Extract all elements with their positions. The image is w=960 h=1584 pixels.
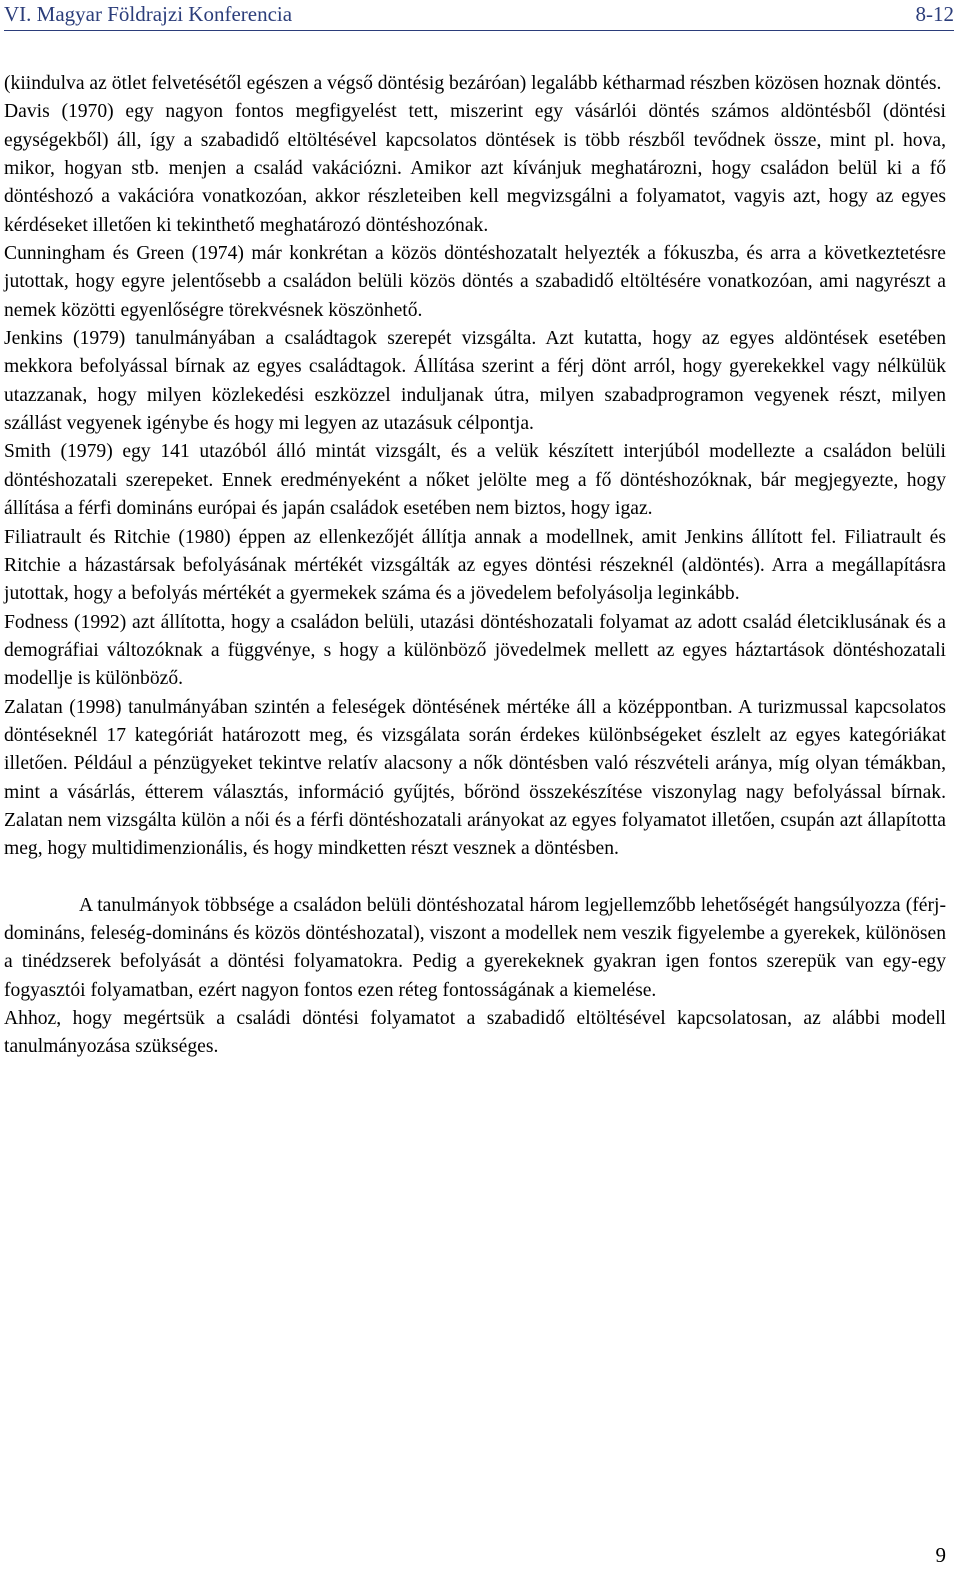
paragraph: (kiindulva az ötlet felvetésétől egészen a végső döntésig bezáróan) legalább kétharmad részben közösen hoznak döntés. <box>4 73 942 94</box>
paragraph: Zalatan (1998) tanulmányában szintén a feleségek döntésének mértéke áll a középpontban. A turizmussal kapcsolatos döntéseknél 17 kategóriát határozott meg, és vizsgálata során érdekes különbségeket észlelt az egyes kategóriákat illetően. Például a pénzügyeket tekintve relatív alacsony a nők döntésben való részvételi aránya, míg olyan témákban, mint a vásárlás, étterem választás, információ gyűjtés, bőrönd összekészítése viszonylag nagy befolyással bírnak. Zalatan nem vizsgálta külön a női és a férfi döntéshozatali arányokat az egyes folyamatot illetően, csupán azt állapította meg, hogy multidimenzionális, és hogy mindketten részt vesznek a döntésben. <box>4 696 946 860</box>
paragraph: Davis (1970) egy nagyon fontos megfigyelést tett, miszerint egy vásárlói döntés számos aldöntésből (döntési egységekből) áll, így a szabadidő eltöltésével kapcsolatos döntések is több részből tevődnek össze, mint pl. hova, mikor, hogyan stb. menjen a család vakációzni. Amikor azt kívánjuk meghatározni, hogy családon belül ki a fő döntéshozó a vakációra vonatkozóan, akkor részleteiben kell megvizsgálni a folyamatot, vagyis azt, hogy az egyes kérdéseket illetően ki tekinthető meghatározó döntéshozónak. <box>4 101 946 236</box>
header-page-range: 8-12 <box>915 2 954 26</box>
paragraph: Filiatrault és Ritchie (1980) éppen az ellenkezőjét állítja annak a modellnek, amit Jenkins állított fel. Filiatrault és Ritchie a házastársak befolyásának mértékét vizsgálták az egyes döntési részeknél (aldöntés). Arra a megállapításra jutottak, hogy a befolyás mértékét a gyermekek száma és a jövedelem befolyásolja leginkább. <box>4 526 946 605</box>
page-number: 9 <box>935 1543 946 1567</box>
running-header <box>4 0 954 31</box>
paragraph: Smith (1979) egy 141 utazóból álló mintát vizsgált, és a velük készített interjúból modellezte a családon belüli döntéshozatali szerepeket. Ennek eredményeként a nőket jelölte meg a fő döntéshozóknak, bár megjegyezte, hogy állítása a férfi domináns európai és japán családok esetében nem biztos, hogy igaz. <box>4 441 946 520</box>
paragraph: Cunningham és Green (1974) már konkrétan a közös döntéshozatalt helyezték a fókuszba, és arra a következtetésre jutottak, hogy egyre jelentősebb a családon belüli közös döntés a szabadidő eltöltésére vonatkozóan, ami nagyrészt a nemek közötti egyenlőségre törekvésnek köszönhető. <box>4 243 946 321</box>
paragraph: Fodness (1992) azt állította, hogy a családon belüli, utazási döntéshozatali folyamat az adott család életciklusának és a demográfiai változóknak a függvénye, s hogy a különböző jövedelmek mellett az egyes háztartások döntéshozatali modellje is különböző. <box>4 611 946 690</box>
paragraph: A tanulmányok többsége a családon belüli döntéshozatal három legjellemzőbb lehetőségét hangsúlyozza (férj-domináns, feleség-domináns és közös döntéshozatal), viszont a modellek nem veszik figyelembe a gyerekek, különösen a tinédzserek befolyását a döntési folyamatokra. Pedig a gyerekeknek gyakran igen fontos szerepük van egy-egy fogyasztói folyamatban, ezért nagyon fontos ezen réteg fontosságának a kiemelése. <box>4 894 946 1001</box>
body-text <box>4 70 946 1062</box>
paragraph: Jenkins (1979) tanulmányában a családtagok szerepét vizsgálta. Azt kutatta, hogy az egyes aldöntések esetében mekkora befolyással bírnak az egyes családtagok. Állítása szerint a férj dönt arról, hogy gyerekekkel vagy nélkülük utazzanak, hogy milyen közlekedési eszközzel induljanak útra, milyen szabadprogramon vegyenek részt, milyen szállást vegyenek igénybe és hogy mi legyen az utazásuk célpontja. <box>4 328 946 435</box>
paragraph-spacer <box>4 864 946 892</box>
conference-title: VI. Magyar Földrajzi Konferencia <box>4 2 293 26</box>
paragraph: Ahhoz, hogy megértsük a családi döntési folyamatot a szabadidő eltöltésével kapcsolatosan, az alábbi modell tanulmányozása szükséges. <box>4 1008 946 1058</box>
